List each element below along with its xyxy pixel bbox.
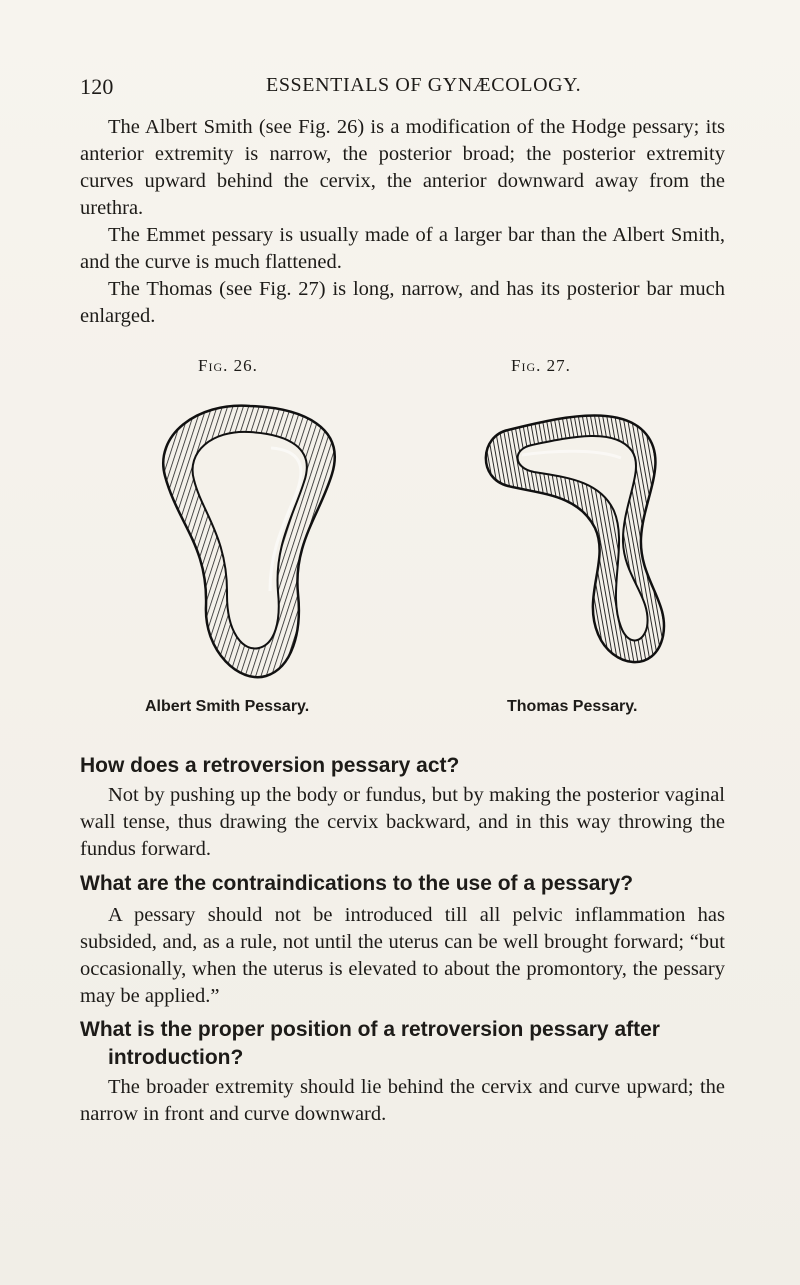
intro-paragraph-1: The Albert Smith (see Fig. 26) is a modification of the Hodge pessary; its anterior extremity is narrow, the posterior broad; the posterior extremity curves upward behind the cervix, the anterior downward away from the urethra. <box>80 116 725 219</box>
figure-26-label: Fig. 26. <box>198 356 258 375</box>
figure-26-illustration <box>130 382 375 688</box>
answer-1: Not by pushing up the body or fundus, but by making the posterior vaginal wall tense, thus drawing the cervix backward, and in this way throwing the fundus forward. <box>80 784 725 860</box>
question-3 <box>80 1016 740 1072</box>
answer-2: A pessary should not be introduced till all pelvic inflammation has subsided, and, as a rule, not until the uterus can be well brought forward; “but occasionally, when the uterus is elevated to about the promontory, the pessary may be applied.” <box>80 904 725 1007</box>
intro-paragraph-3: The Thomas (see Fig. 27) is long, narrow, and has its posterior bar much enlarged. <box>80 278 725 327</box>
figure-27-caption: Thomas Pessary. <box>507 698 638 715</box>
question-3-line-1: What is the proper position of a retroversion pessary after <box>80 1018 660 1041</box>
figure-27-illustration <box>450 382 695 688</box>
albert-smith-pessary-drawing <box>130 382 375 688</box>
page-header <box>80 74 720 100</box>
page-number: 120 <box>80 74 114 99</box>
question-3-line-2: introduction? <box>108 1046 244 1069</box>
figure-26-caption: Albert Smith Pessary. <box>145 698 310 715</box>
figure-27-label: Fig. 27. <box>511 356 571 375</box>
question-2: What are the contraindications to the use of a pessary? <box>80 872 634 895</box>
running-title: ESSENTIALS OF GYNÆCOLOGY. <box>266 74 582 96</box>
thomas-pessary-drawing <box>450 382 695 688</box>
answer-3: The broader extremity should lie behind the cervix and curve upward; the narrow in front and curve downward. <box>80 1076 725 1125</box>
intro-paragraph-2: The Emmet pessary is usually made of a larger bar than the Albert Smith, and the curve is much flattened. <box>80 224 725 273</box>
question-1: How does a retroversion pessary act? <box>80 754 460 777</box>
